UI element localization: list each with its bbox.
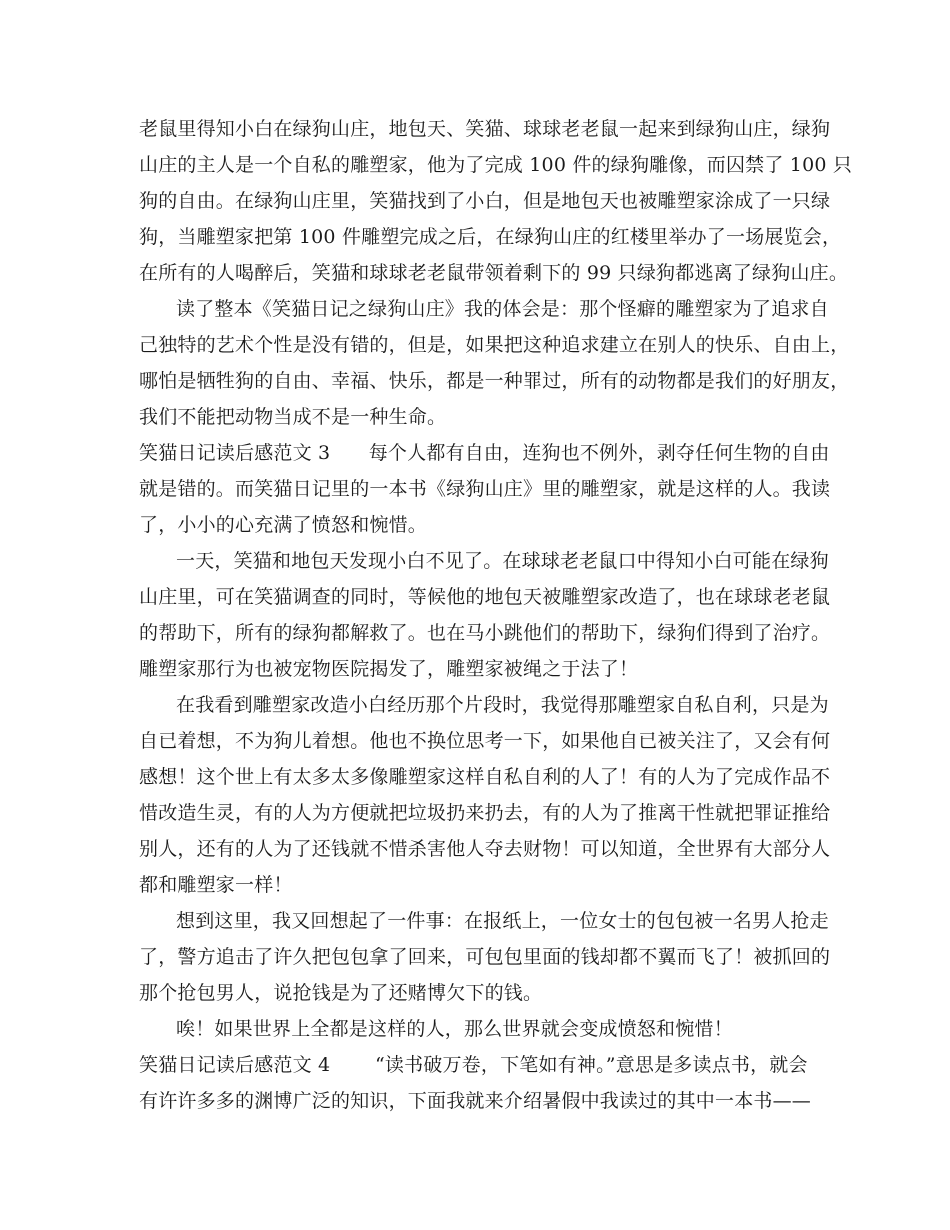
paragraph-first-line: 读了整本《笑猫日记之绿狗山庄》我的体会是：那个怪癖的雕塑家为了追求自 — [176, 298, 829, 320]
text-line: 感想！这个世上有太多太多像雕塑家这样自私自利的人了！有的人为了完成作品不 — [139, 766, 831, 788]
text-line: 自已着想，不为狗儿着想。他也不换位思考一下，如果他自已被关注了，又会有何 — [139, 730, 831, 752]
text-line: 我们不能把动物当成不是一种生命。 — [139, 406, 447, 428]
text-line: 就是错的。而笑猫日记里的一本书《绿狗山庄》里的雕塑家，就是这样的人。我读 — [139, 478, 831, 500]
text-line: 狗，当雕塑家把第 100 件雕塑完成之后，在绿狗山庄的红楼里举办了一场展览会， — [139, 226, 842, 248]
text-line: 的帮助下，所有的绿狗都解救了。也在马小跳他们的帮助下，绿狗们得到了治疗。 — [139, 622, 831, 644]
section-heading-line: 笑猫日记读后感范文 3 每个人都有自由，连狗也不例外，剥夺任何生物的自由 — [139, 442, 830, 464]
text-line: 在所有的人喝醉后，笑猫和球球老老鼠带领着剩下的 99 只绿狗都逃离了绿狗山庄。 — [139, 262, 849, 284]
text-line: 了，小小的心充满了愤怒和惋惜。 — [139, 514, 428, 536]
text-line: 山庄的主人是一个自私的雕塑家，他为了完成 100 件的绿狗雕像，而囚禁了 100 只 — [139, 154, 853, 176]
paragraph-first-line: 在我看到雕塑家改造小白经历那个片段时，我觉得那雕塑家自私自利，只是为 — [176, 694, 829, 716]
text-line: 那个抢包男人，说抢钱是为了还赌博欠下的钱。 — [139, 982, 543, 1004]
text-line: 惜改造生灵，有的人为方便就把垃圾扔来扔去，有的人为了推离干性就把罪证推给 — [139, 802, 831, 824]
text-line: 雕塑家那行为也被宠物医院揭发了，雕塑家被绳之于法了！ — [139, 658, 639, 680]
text-line: 哪怕是牺牲狗的自由、幸福、快乐，都是一种罪过，所有的动物都是我们的好朋友， — [139, 370, 850, 392]
text-line: 狗的自由。在绿狗山庄里，笑猫找到了小白，但是地包天也被雕塑家涂成了一只绿 — [139, 190, 831, 212]
text-line: 都和雕塑家一样！ — [139, 874, 293, 896]
paragraph-first-line: 唉！如果世界上全都是这样的人，那么世界就会变成愤怒和惋惜！ — [176, 1018, 733, 1040]
text-line: 别人，还有的人为了还钱就不惜杀害他人夺去财物！可以知道，全世界有大部分人 — [139, 838, 831, 860]
paragraph-first-line: 一天，笑猫和地包天发现小白不见了。在球球老老鼠口中得知小白可能在绿狗 — [176, 550, 829, 572]
text-line: 了，警方追击了许久把包包拿了回来，可包包里面的钱却都不翼而飞了！被抓回的 — [139, 946, 831, 968]
text-line: 己独特的艺术个性是没有错的，但是，如果把这种追求建立在别人的快乐、自由上， — [139, 334, 850, 356]
text-line: 老鼠里得知小白在绿狗山庄，地包天、笑猫、球球老老鼠一起来到绿狗山庄，绿狗 — [139, 118, 831, 140]
section-heading-line: 笑猫日记读后感范文 4 “读书破万卷，下笔如有神。”意思是多读点书，就会 — [139, 1054, 808, 1076]
text-line: 山庄里，可在笑猫调查的同时，等候他的地包天被雕塑家改造了，也在球球老老鼠 — [139, 586, 831, 608]
paragraph-first-line: 想到这里，我又回想起了一件事：在报纸上，一位女士的包包被一名男人抢走 — [176, 910, 829, 932]
text-line: 有许许多多的渊博广泛的知识，下面我就来介绍暑假中我读过的其中一本书—— — [139, 1090, 812, 1112]
